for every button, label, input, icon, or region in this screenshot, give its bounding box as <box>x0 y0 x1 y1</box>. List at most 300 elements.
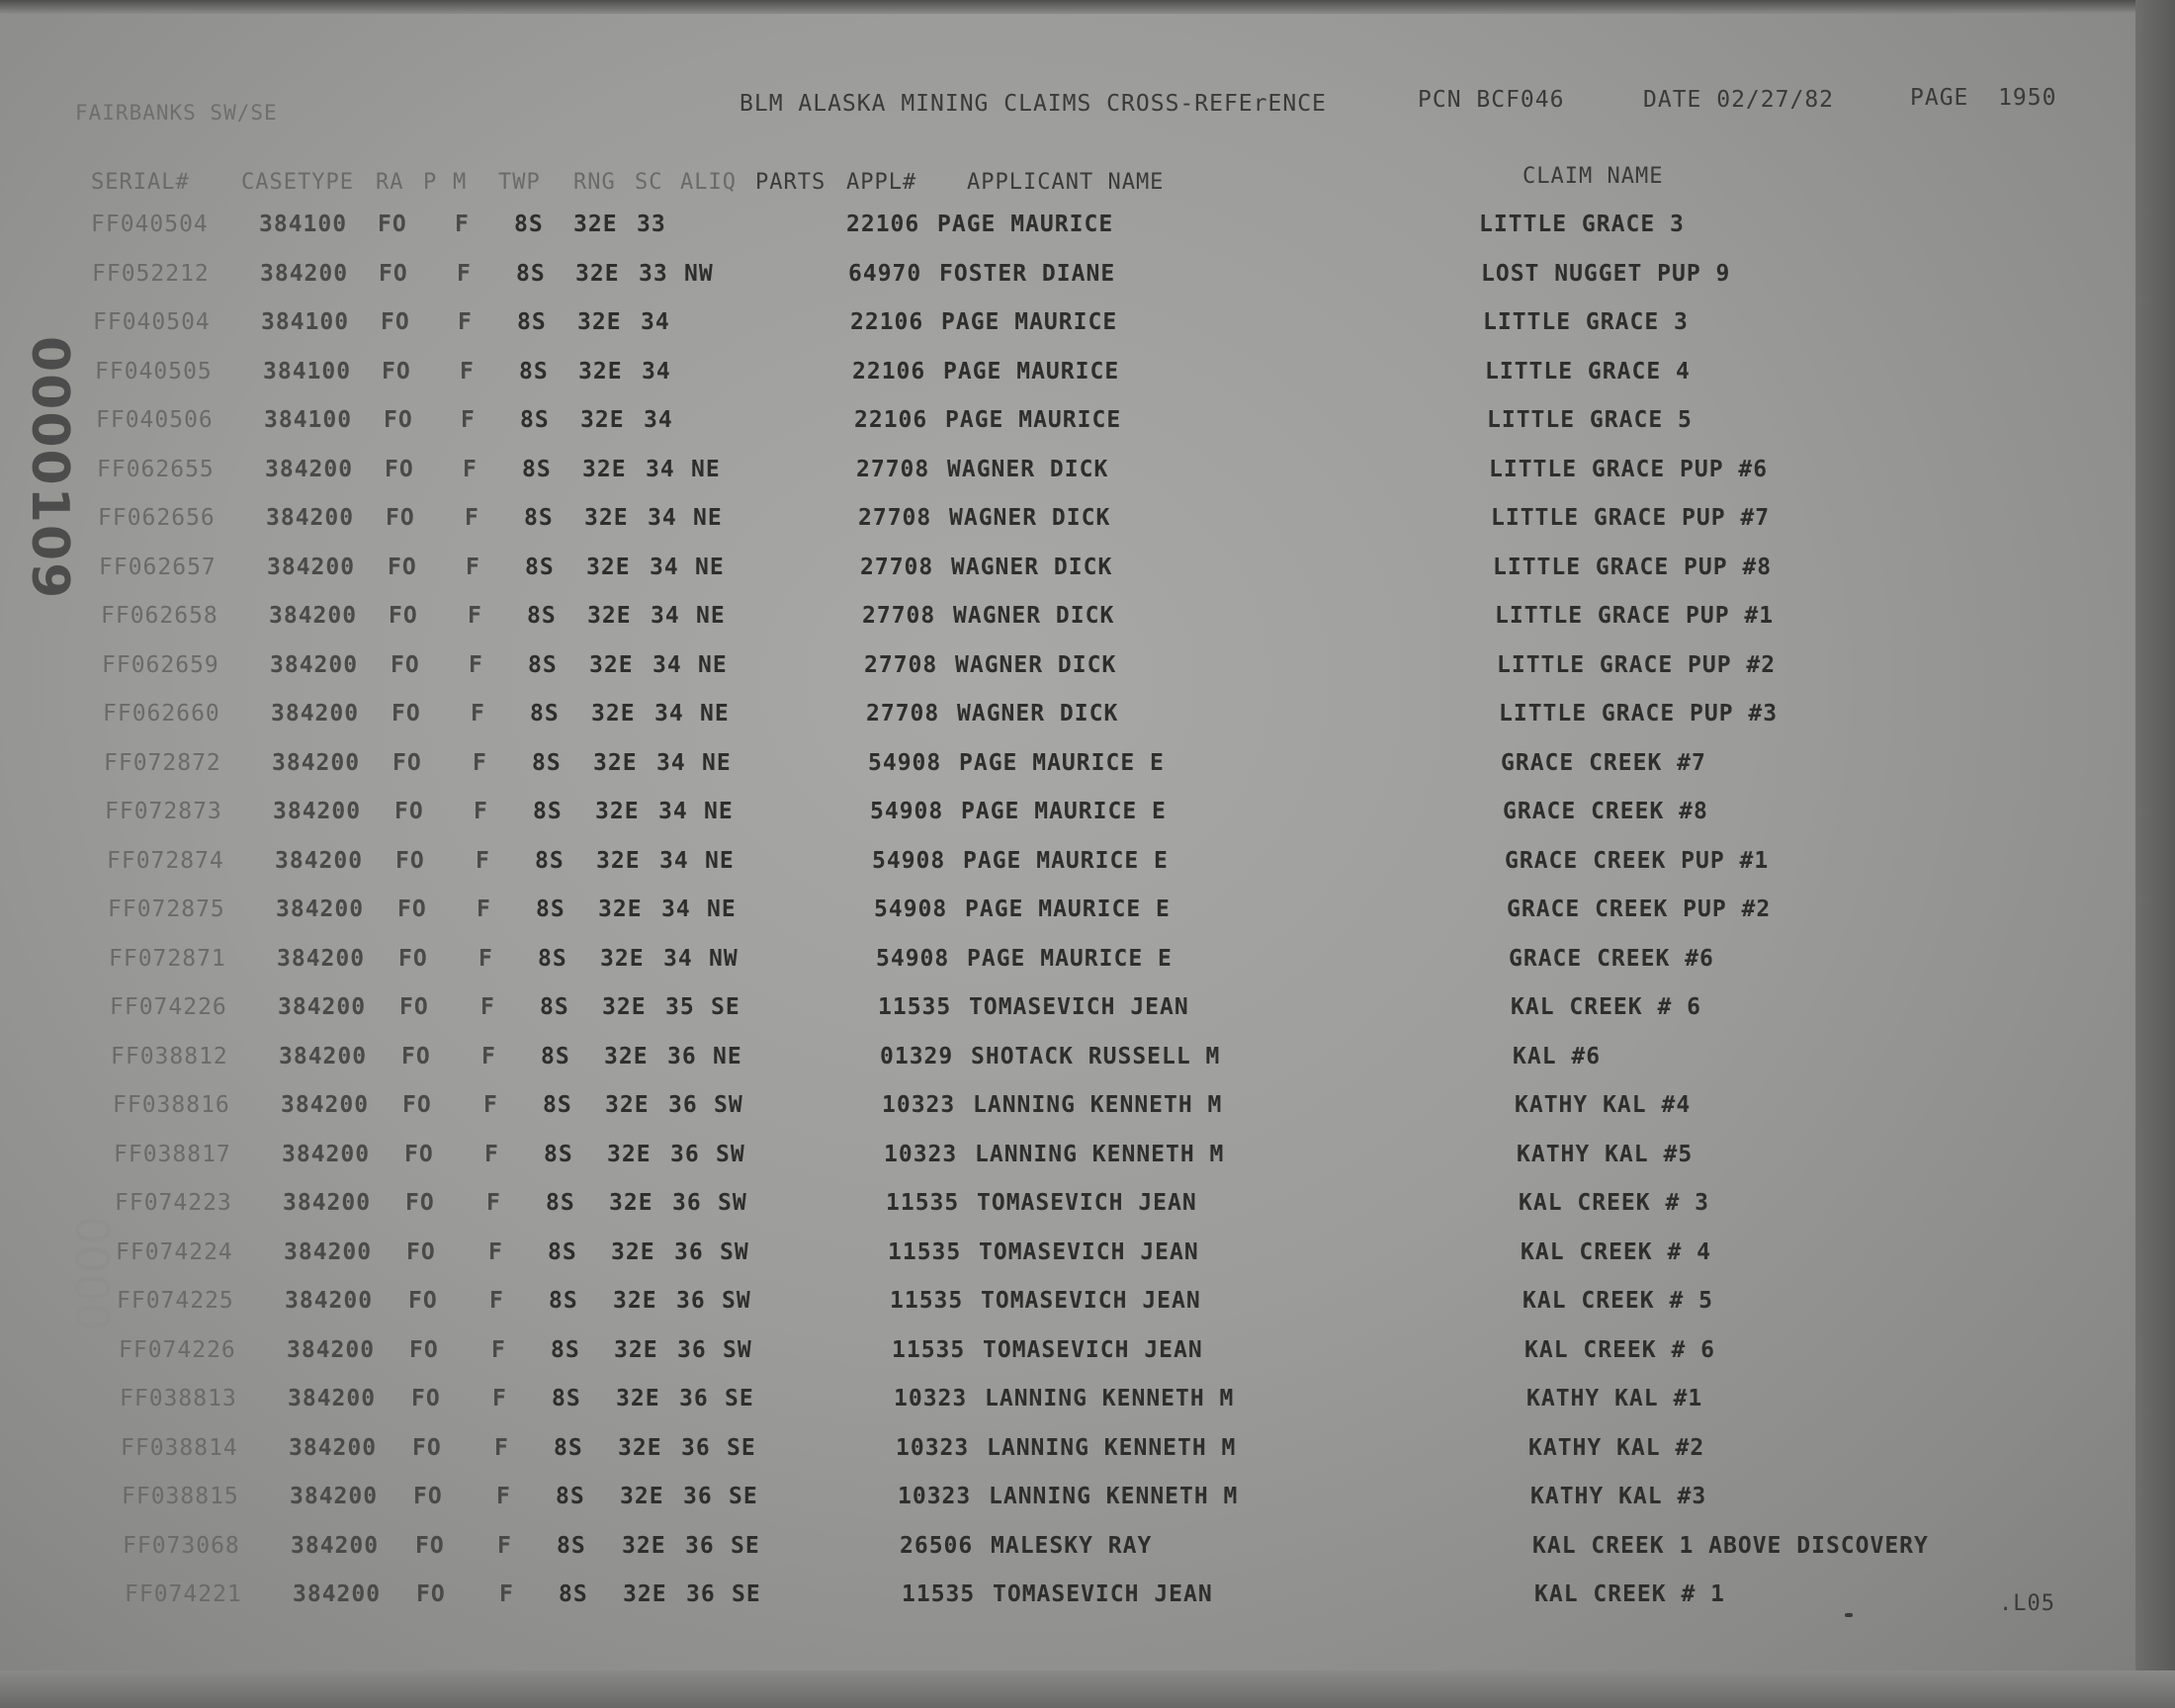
cell-rng: 32E <box>578 358 623 384</box>
cell-serial: FF074224 <box>116 1238 233 1265</box>
cell-aliq: SE <box>727 1434 756 1461</box>
col-claim: CLAIM NAME <box>1522 164 1664 189</box>
cell-ra: FO <box>388 554 417 580</box>
cell-m: F <box>466 554 480 580</box>
cell-twp: 8S <box>559 1581 588 1607</box>
footer-code: .L05 <box>1999 1591 2055 1616</box>
cell-sc: 34 <box>654 701 684 726</box>
cell-serial: FF062658 <box>101 603 218 629</box>
cell-aliq: NE <box>696 603 726 629</box>
cell-casetype: 384200 <box>287 1336 376 1363</box>
cell-sc: 36 <box>686 1581 716 1607</box>
cell-aliq: SE <box>711 994 740 1020</box>
cell-claim: KAL CREEK # 6 <box>1511 994 1702 1020</box>
cell-casetype: 384200 <box>283 1190 372 1216</box>
cell-applicant: LANNING KENNETH M <box>973 1092 1223 1118</box>
cell-ra: FO <box>412 1434 442 1461</box>
cell-aliq: NE <box>698 651 728 678</box>
cell-serial: FF062660 <box>103 701 220 726</box>
cell-claim: LITTLE GRACE PUP #2 <box>1497 651 1777 678</box>
cell-casetype: 384200 <box>278 994 367 1020</box>
cell-sc: 36 <box>683 1484 713 1509</box>
table-row <box>0 603 2135 642</box>
table-row <box>0 261 2135 300</box>
cell-rng: 32E <box>596 847 641 874</box>
cell-aliq: SW <box>714 1092 743 1118</box>
cell-ra: FO <box>415 1532 445 1559</box>
cell-serial: FF052212 <box>92 260 210 287</box>
cell-claim: KAL CREEK # 4 <box>1521 1238 1712 1265</box>
col-ra: RA <box>376 170 404 195</box>
cell-casetype: 384200 <box>273 799 362 824</box>
cell-ra: FO <box>392 701 421 726</box>
cell-appl: 10323 <box>882 1092 956 1118</box>
cell-appl: 54908 <box>876 945 950 972</box>
cell-twp: 8S <box>530 701 560 726</box>
cell-twp: 8S <box>541 1043 570 1069</box>
cell-applicant: PAGE MAURICE E <box>967 945 1173 972</box>
table-row <box>0 848 2135 888</box>
cell-sc: 34 <box>663 945 693 972</box>
cell-m: F <box>455 212 470 237</box>
cell-casetype: 384100 <box>263 358 352 384</box>
cell-casetype: 384200 <box>267 554 356 580</box>
cell-applicant: PAGE MAURICE E <box>965 897 1171 922</box>
cell-serial: FF040506 <box>96 407 214 433</box>
col-rng: RNG <box>573 170 616 195</box>
cell-rng: 32E <box>609 1190 653 1216</box>
cell-rng: 32E <box>618 1434 662 1461</box>
cell-appl: 22106 <box>846 212 920 237</box>
table-row <box>0 1288 2135 1327</box>
col-casetype: CASETYPE <box>241 170 354 195</box>
cell-applicant: PAGE MAURICE E <box>963 847 1169 874</box>
cell-aliq: NE <box>702 749 732 776</box>
cell-twp: 8S <box>522 456 552 482</box>
cell-m: F <box>480 994 495 1020</box>
cell-twp: 8S <box>554 1434 583 1461</box>
cell-casetype: 384200 <box>285 1288 374 1314</box>
cell-twp: 8S <box>536 897 566 922</box>
cell-rng: 32E <box>582 456 627 482</box>
cell-serial: FF040504 <box>91 212 209 237</box>
cell-twp: 8S <box>535 847 565 874</box>
cell-serial: FF074221 <box>125 1581 242 1607</box>
cell-serial: FF038815 <box>122 1484 239 1509</box>
cell-claim: KAL CREEK # 6 <box>1524 1336 1716 1363</box>
page-number: PAGE 1950 <box>1910 85 2057 111</box>
cell-casetype: 384200 <box>289 1434 378 1461</box>
cell-claim: LOST NUGGET PUP 9 <box>1481 260 1731 287</box>
cell-casetype: 384200 <box>269 603 358 629</box>
cell-m: F <box>489 1288 504 1314</box>
cell-applicant: PAGE MAURICE <box>941 309 1118 335</box>
col-sc: SC <box>635 170 663 195</box>
cell-sc: 34 <box>642 358 671 384</box>
cell-twp: 8S <box>549 1288 578 1314</box>
cell-sc: 34 <box>652 651 682 678</box>
cell-serial: FF072872 <box>104 749 221 776</box>
cell-appl: 01329 <box>880 1043 954 1069</box>
cell-casetype: 384200 <box>293 1581 382 1607</box>
cell-aliq: SE <box>731 1532 760 1559</box>
cell-applicant: TOMASEVICH JEAN <box>983 1336 1203 1363</box>
col-serial: SERIAL# <box>91 170 190 195</box>
table-row <box>0 652 2135 692</box>
cell-claim: LITTLE GRACE PUP #7 <box>1491 505 1771 531</box>
cell-applicant: LANNING KENNETH M <box>989 1484 1239 1509</box>
cell-casetype: 384200 <box>282 1141 371 1167</box>
cell-rng: 32E <box>623 1581 667 1607</box>
cell-m: F <box>465 505 479 531</box>
col-applicant: APPLICANT NAME <box>967 170 1165 195</box>
table-row <box>0 309 2135 349</box>
cell-sc: 34 <box>641 309 670 335</box>
cell-sc: 36 <box>676 1288 706 1314</box>
cell-twp: 8S <box>543 1092 572 1118</box>
cell-twp: 8S <box>517 309 547 335</box>
cell-twp: 8S <box>557 1532 586 1559</box>
cell-rng: 32E <box>598 897 643 922</box>
cell-serial: FF040505 <box>95 358 213 384</box>
cell-m: F <box>481 1043 496 1069</box>
cell-ra: FO <box>386 505 415 531</box>
cell-ra: FO <box>416 1581 446 1607</box>
cell-sc: 36 <box>681 1434 711 1461</box>
cell-appl: 27708 <box>858 505 932 531</box>
cell-m: F <box>477 897 491 922</box>
cell-casetype: 384200 <box>279 1043 368 1069</box>
cell-claim: LITTLE GRACE 5 <box>1487 407 1693 433</box>
table-row <box>0 457 2135 496</box>
cell-applicant: TOMASEVICH JEAN <box>969 994 1189 1020</box>
cell-ra: FO <box>404 1141 434 1167</box>
cell-m: F <box>471 701 485 726</box>
cell-ra: FO <box>382 358 411 384</box>
cell-aliq: SE <box>725 1386 754 1411</box>
cell-rng: 32E <box>604 1043 649 1069</box>
cell-ra: FO <box>394 799 424 824</box>
cell-serial: FF073068 <box>123 1532 240 1559</box>
cell-claim: GRACE CREEK #8 <box>1503 799 1708 824</box>
cell-serial: FF038817 <box>114 1141 231 1167</box>
cell-sc: 36 <box>670 1141 700 1167</box>
cell-serial: FF072874 <box>107 847 224 874</box>
cell-serial: FF074225 <box>117 1288 234 1314</box>
col-p: P <box>423 170 438 195</box>
cell-rng: 32E <box>577 309 622 335</box>
cell-appl: 10323 <box>896 1434 970 1461</box>
cell-sc: 34 <box>658 799 688 824</box>
cell-appl: 11535 <box>878 994 952 1020</box>
cell-claim: KAL CREEK # 3 <box>1519 1190 1710 1216</box>
cell-claim: KAL CREEK 1 ABOVE DISCOVERY <box>1532 1532 1929 1559</box>
cell-claim: KATHY KAL #1 <box>1526 1386 1703 1411</box>
cell-m: F <box>492 1386 507 1411</box>
col-twp: TWP <box>498 170 541 195</box>
cell-twp: 8S <box>556 1484 585 1509</box>
cell-m: F <box>483 1092 498 1118</box>
cell-rng: 32E <box>589 651 634 678</box>
cell-sc: 34 <box>650 554 679 580</box>
cell-casetype: 384200 <box>290 1484 379 1509</box>
table-row <box>0 1239 2135 1279</box>
cell-twp: 8S <box>538 945 567 972</box>
cell-sc: 36 <box>668 1092 698 1118</box>
col-aliq: ALIQ <box>680 170 737 195</box>
cell-claim: LITTLE GRACE PUP #3 <box>1499 701 1779 726</box>
cell-appl: 11535 <box>902 1581 976 1607</box>
cell-rng: 32E <box>616 1386 660 1411</box>
cell-casetype: 384200 <box>271 701 360 726</box>
cell-twp: 8S <box>552 1386 581 1411</box>
cell-twp: 8S <box>532 749 562 776</box>
cell-ra: FO <box>398 945 428 972</box>
cell-twp: 8S <box>551 1336 580 1363</box>
cell-appl: 27708 <box>860 554 934 580</box>
cell-serial: FF072875 <box>108 897 225 922</box>
cell-rng: 32E <box>580 407 625 433</box>
cell-claim: KATHY KAL #3 <box>1530 1484 1707 1509</box>
cell-applicant: LANNING KENNETH M <box>975 1141 1225 1167</box>
cell-twp: 8S <box>514 212 544 237</box>
cell-applicant: TOMASEVICH JEAN <box>977 1190 1197 1216</box>
cell-sc: 33 <box>639 260 668 287</box>
frame-stamp: 0000109 <box>20 336 79 601</box>
table-row <box>0 994 2135 1034</box>
cell-applicant: WAGNER DICK <box>953 603 1115 629</box>
cell-m: F <box>497 1532 512 1559</box>
cell-ra: FO <box>381 309 410 335</box>
cell-appl: 10323 <box>884 1141 958 1167</box>
cell-twp: 8S <box>533 799 563 824</box>
cell-appl: 22106 <box>850 309 924 335</box>
cell-applicant: TOMASEVICH JEAN <box>981 1288 1201 1314</box>
cell-twp: 8S <box>540 994 569 1020</box>
cell-twp: 8S <box>548 1238 577 1265</box>
cell-applicant: PAGE MAURICE <box>937 212 1114 237</box>
cell-casetype: 384200 <box>266 505 355 531</box>
cell-rng: 32E <box>607 1141 652 1167</box>
cell-claim: KATHY KAL #4 <box>1515 1092 1692 1118</box>
cell-aliq: SW <box>723 1336 752 1363</box>
cell-rng: 32E <box>573 212 618 237</box>
cell-appl: 54908 <box>872 847 946 874</box>
cell-casetype: 384200 <box>288 1386 377 1411</box>
cell-claim: LITTLE GRACE PUP #6 <box>1489 456 1769 482</box>
cell-claim: GRACE CREEK #7 <box>1501 749 1706 776</box>
table-row <box>0 407 2135 447</box>
cell-ra: FO <box>411 1386 441 1411</box>
cell-m: F <box>468 603 482 629</box>
cell-sc: 33 <box>637 212 666 237</box>
cell-sc: 34 <box>656 749 686 776</box>
cell-sc: 36 <box>685 1532 715 1559</box>
cell-casetype: 384200 <box>260 260 349 287</box>
cell-m: F <box>461 407 476 433</box>
cell-applicant: PAGE MAURICE <box>945 407 1122 433</box>
cell-m: F <box>484 1141 499 1167</box>
cell-serial: FF038813 <box>120 1386 237 1411</box>
cell-sc: 34 <box>659 847 689 874</box>
table-row <box>0 1386 2135 1425</box>
cell-applicant: PAGE MAURICE E <box>961 799 1167 824</box>
cell-aliq: NE <box>713 1043 742 1069</box>
cell-rng: 32E <box>586 554 631 580</box>
cell-rng: 32E <box>584 505 629 531</box>
cell-m: F <box>486 1190 501 1216</box>
cell-appl: 22106 <box>852 358 926 384</box>
table-row <box>0 555 2135 594</box>
cell-serial: FF062656 <box>98 505 216 531</box>
cell-claim: KATHY KAL #5 <box>1517 1141 1694 1167</box>
cell-ra: FO <box>401 1043 431 1069</box>
cell-appl: 10323 <box>894 1386 968 1411</box>
table-row <box>0 1581 2135 1621</box>
cell-applicant: PAGE MAURICE <box>943 358 1120 384</box>
cell-rng: 32E <box>613 1288 657 1314</box>
cell-casetype: 384200 <box>277 945 366 972</box>
cell-claim: GRACE CREEK PUP #2 <box>1507 897 1772 922</box>
table-row <box>0 1190 2135 1230</box>
cell-serial: FF074226 <box>119 1336 236 1363</box>
cell-claim: LITTLE GRACE 3 <box>1483 309 1689 335</box>
cell-appl: 11535 <box>886 1190 960 1216</box>
cell-appl: 26506 <box>900 1532 974 1559</box>
cell-sc: 34 <box>651 603 680 629</box>
cell-serial: FF038816 <box>113 1092 230 1118</box>
cell-claim: KAL CREEK # 1 <box>1534 1581 1726 1607</box>
cell-rng: 32E <box>614 1336 658 1363</box>
cell-claim: GRACE CREEK PUP #1 <box>1505 847 1770 874</box>
cell-casetype: 384100 <box>264 407 353 433</box>
cell-m: F <box>478 945 493 972</box>
faded-stamp: 0000 <box>65 1216 119 1332</box>
col-appl: APPL# <box>846 170 917 195</box>
cell-aliq: NE <box>705 847 735 874</box>
cell-m: F <box>460 358 475 384</box>
cell-casetype: 384200 <box>265 456 354 482</box>
cell-twp: 8S <box>524 505 554 531</box>
cell-ra: FO <box>405 1190 435 1216</box>
cell-ra: FO <box>389 603 418 629</box>
cell-serial: FF072873 <box>105 799 222 824</box>
cell-rng: 32E <box>620 1484 664 1509</box>
cell-serial: FF040504 <box>93 309 211 335</box>
table-row <box>0 1533 2135 1573</box>
speck <box>1845 1613 1853 1617</box>
cell-applicant: TOMASEVICH JEAN <box>993 1581 1213 1607</box>
cell-rng: 32E <box>600 945 645 972</box>
cell-m: F <box>494 1434 509 1461</box>
cell-rng: 32E <box>591 701 636 726</box>
cell-sc: 36 <box>679 1386 709 1411</box>
cell-claim: LITTLE GRACE 4 <box>1485 358 1691 384</box>
cell-appl: 54908 <box>868 749 942 776</box>
cell-aliq: SW <box>720 1238 749 1265</box>
date-label: DATE 02/27/82 <box>1643 87 1835 113</box>
cell-ra: FO <box>385 456 414 482</box>
cell-rng: 32E <box>611 1238 655 1265</box>
table-row <box>0 212 2135 251</box>
cell-claim: KAL CREEK # 5 <box>1522 1288 1714 1314</box>
cell-casetype: 384200 <box>275 847 364 874</box>
cell-serial: FF072871 <box>109 945 226 972</box>
cell-aliq: NE <box>695 554 725 580</box>
cell-twp: 8S <box>527 603 557 629</box>
cell-ra: FO <box>406 1238 436 1265</box>
cell-aliq: SW <box>718 1190 747 1216</box>
cell-aliq: NW <box>684 260 714 287</box>
cell-aliq: SW <box>716 1141 745 1167</box>
cell-m: F <box>499 1581 514 1607</box>
cell-rng: 32E <box>602 994 647 1020</box>
cell-aliq: NE <box>700 701 730 726</box>
cell-serial: FF074226 <box>110 994 227 1020</box>
cell-serial: FF062657 <box>99 554 217 580</box>
cell-aliq: NE <box>691 456 721 482</box>
cell-rng: 32E <box>575 260 620 287</box>
cell-aliq: SE <box>729 1484 758 1509</box>
cell-casetype: 384100 <box>259 212 348 237</box>
cell-m: F <box>474 799 488 824</box>
cell-serial: FF038814 <box>121 1434 238 1461</box>
cell-twp: 8S <box>546 1190 575 1216</box>
cell-rng: 32E <box>587 603 632 629</box>
table-row <box>0 1337 2135 1377</box>
cell-sc: 35 <box>665 994 695 1020</box>
table-row <box>0 750 2135 790</box>
cell-twp: 8S <box>544 1141 573 1167</box>
cell-ra: FO <box>408 1288 438 1314</box>
cell-appl: 10323 <box>898 1484 972 1509</box>
cell-applicant: PAGE MAURICE E <box>959 749 1165 776</box>
cell-appl: 27708 <box>856 456 930 482</box>
cell-applicant: LANNING KENNETH M <box>985 1386 1235 1411</box>
table-row <box>0 1435 2135 1475</box>
cell-rng: 32E <box>595 799 640 824</box>
cell-applicant: WAGNER DICK <box>947 456 1109 482</box>
col-m: M <box>453 170 468 195</box>
cell-ra: FO <box>391 651 420 678</box>
cell-twp: 8S <box>525 554 555 580</box>
cell-sc: 34 <box>648 505 677 531</box>
table-row <box>0 701 2135 740</box>
cell-aliq: NE <box>704 799 734 824</box>
cell-ra: FO <box>409 1336 439 1363</box>
cell-m: F <box>457 260 472 287</box>
cell-twp: 8S <box>516 260 546 287</box>
cell-casetype: 384100 <box>261 309 350 335</box>
cell-rng: 32E <box>622 1532 666 1559</box>
cell-casetype: 384200 <box>272 749 361 776</box>
cell-aliq: NE <box>707 897 737 922</box>
table-row <box>0 505 2135 545</box>
cell-claim: KAL #6 <box>1513 1043 1602 1069</box>
cell-casetype: 384200 <box>291 1532 380 1559</box>
cell-appl: 54908 <box>874 897 948 922</box>
cell-m: F <box>458 309 473 335</box>
cell-twp: 8S <box>520 407 550 433</box>
cell-applicant: WAGNER DICK <box>951 554 1113 580</box>
cell-appl: 54908 <box>870 799 944 824</box>
cell-twp: 8S <box>519 358 549 384</box>
report-title: BLM ALASKA MINING CLAIMS CROSS-REFErENCE <box>740 91 1327 117</box>
cell-applicant: WAGNER DICK <box>957 701 1119 726</box>
cell-appl: 11535 <box>890 1288 964 1314</box>
cell-claim: LITTLE GRACE PUP #1 <box>1495 603 1775 629</box>
cell-serial: FF062659 <box>102 651 219 678</box>
